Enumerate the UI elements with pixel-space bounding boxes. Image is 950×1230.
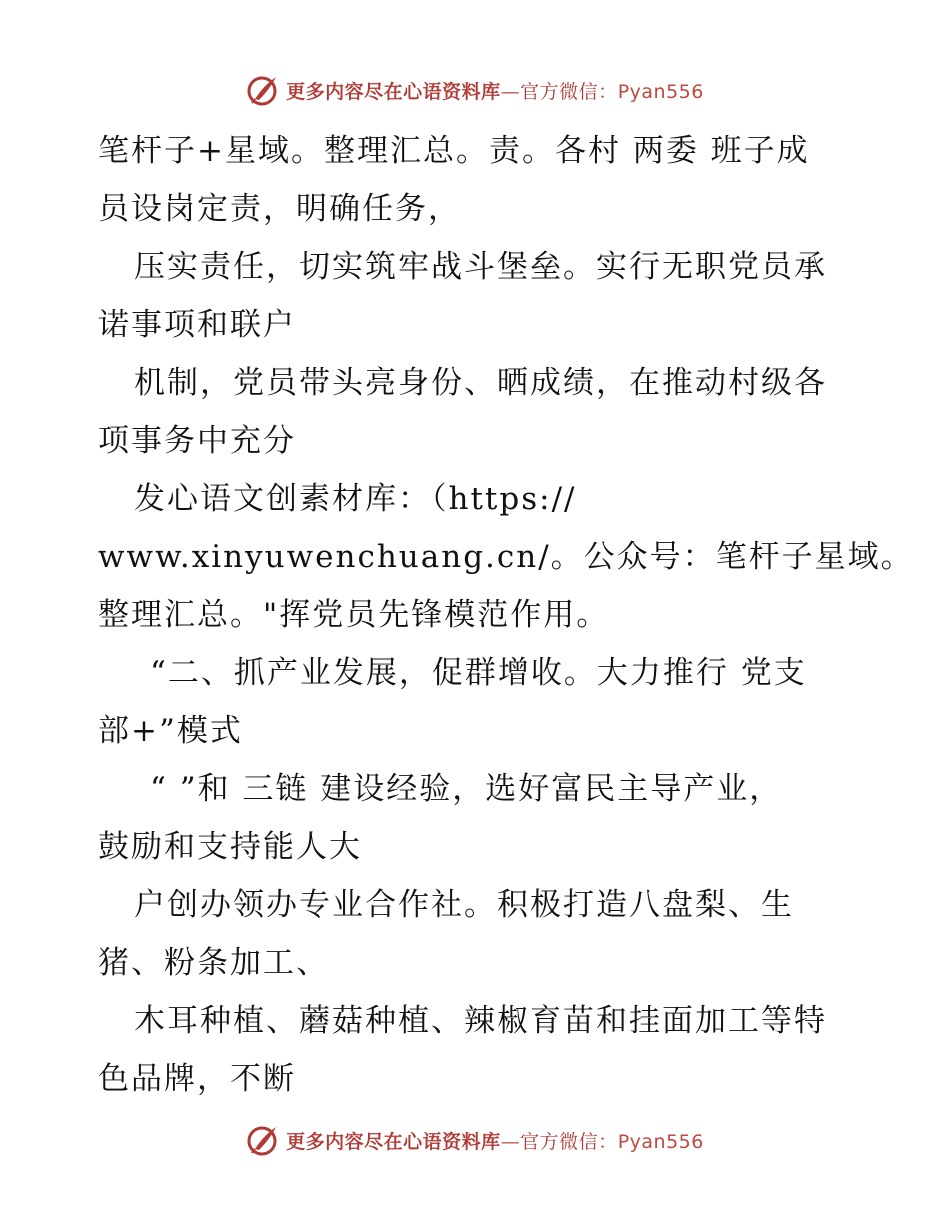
text-line: “ ”和 三链 建设经验，选好富民主导产业，: [150, 771, 783, 807]
text-line: 机制，党员带头亮身份、晒成绩，在推动村级各: [134, 365, 827, 401]
text-line: 压实责任，切实筑牢战斗堡垒。实行无职党员承: [134, 249, 827, 285]
footer-banner: [0, 1120, 950, 1160]
footer-banner-wechat-label: 官方微信：: [520, 1130, 618, 1153]
footer-banner-inner: [246, 1123, 704, 1157]
text-line: 笔杆子+星域。整理汇总。责。各村 两委 班子成: [98, 133, 810, 169]
quill-logo-icon: [246, 73, 280, 107]
header-banner-dash: —: [500, 80, 521, 103]
text-line: 诺事项和联户: [98, 307, 296, 343]
text-line: 鼓励和支持能人大: [98, 829, 362, 865]
header-banner-wechat-id: Pyan556: [617, 80, 704, 103]
text-line: 员设岗定责，明确任务，: [98, 191, 461, 227]
text-line: www.xinyuwenchuang.cn/。公众号：笔杆子星域。: [98, 539, 914, 575]
header-banner: [0, 70, 950, 110]
text-line: 整理汇总。"挥党员先锋模范作用。: [98, 597, 610, 633]
header-banner-text: [286, 77, 704, 104]
text-line: 户创办领办专业合作社。积极打造八盘梨、生: [134, 887, 794, 923]
header-banner-title: 更多内容尽在心语资料库: [286, 80, 501, 103]
footer-banner-title: 更多内容尽在心语资料库: [286, 1130, 501, 1153]
text-line: 部+”模式: [98, 713, 243, 749]
header-banner-wechat-label: 官方微信：: [520, 80, 618, 103]
text-line: 木耳种植、蘑菇种植、辣椒育苗和挂面加工等特: [134, 1003, 827, 1039]
text-line: 猪、粉条加工、: [98, 945, 329, 981]
footer-banner-text: [286, 1127, 704, 1154]
document-body: [98, 122, 914, 1108]
text-line: “二、抓产业发展，促群增收。大力推行 党支: [150, 655, 807, 691]
text-line: 项事务中充分: [98, 423, 296, 459]
footer-banner-dash: —: [500, 1130, 521, 1153]
text-line: 发心语文创素材库：（https://: [134, 481, 577, 517]
header-banner-inner: [246, 73, 704, 107]
text-line: 色品牌，不断: [98, 1061, 296, 1097]
quill-logo-icon: [246, 1123, 280, 1157]
footer-banner-wechat-id: Pyan556: [617, 1130, 704, 1153]
